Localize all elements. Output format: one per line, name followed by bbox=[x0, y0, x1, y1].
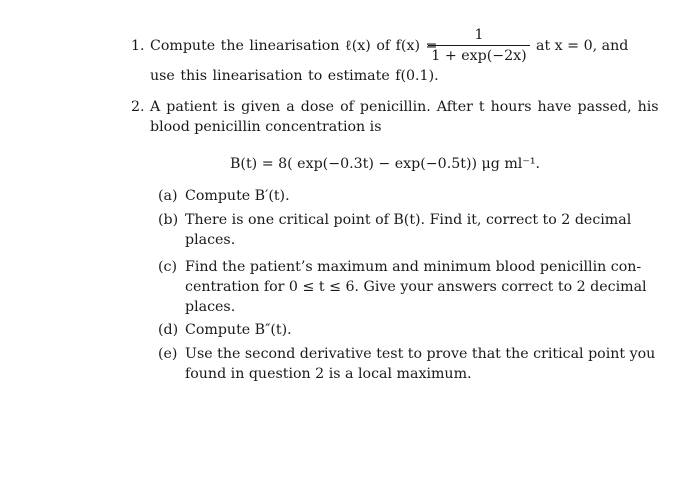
sub-question-label: (e) bbox=[158, 346, 178, 362]
fraction-denominator: 1 + exp(−2x) bbox=[431, 48, 527, 64]
sub-question-label: (d) bbox=[158, 322, 179, 338]
sub-question-text: Use the second derivative test to prove that the critical point you bbox=[185, 346, 656, 362]
question-text-line2: blood penicillin concentration is bbox=[150, 119, 382, 135]
question-text-tail: at x = 0, and bbox=[536, 38, 629, 54]
sub-question-label: (a) bbox=[158, 188, 178, 204]
fraction-numerator: 1 bbox=[428, 26, 530, 46]
sub-question-text: places. bbox=[185, 299, 236, 315]
question-number: 1. bbox=[131, 38, 145, 54]
question-number: 2. bbox=[131, 99, 145, 115]
sub-question-label: (b) bbox=[158, 212, 179, 228]
sub-question-text: centration for 0 ≤ t ≤ 6. Give your answers correct to 2 decimal bbox=[185, 279, 647, 295]
sub-question-text: Compute B″(t). bbox=[185, 322, 292, 338]
sub-question-text: There is one critical point of B(t). Find it, correct to 2 decimal bbox=[185, 212, 632, 228]
question-text: A patient is given a dose of penicillin. After t hours have passed, his bbox=[150, 99, 659, 115]
sub-question-text: Find the patient’s maximum and minimum blood penicillin con- bbox=[185, 259, 642, 275]
equation: B(t) = 8( exp(−0.3t) − exp(−0.5t)) μg ml⁻¹. bbox=[230, 156, 541, 172]
sub-question-text: Compute B′(t). bbox=[185, 188, 290, 204]
question-text-line2: use this linearisation to estimate f(0.1). bbox=[150, 68, 439, 84]
sub-question-label: (c) bbox=[158, 259, 178, 275]
sub-question-text: found in question 2 is a local maximum. bbox=[185, 366, 472, 382]
fraction bbox=[428, 26, 530, 65]
question-text: Compute the linearisation ℓ(x) of f(x) = bbox=[150, 38, 438, 54]
sub-question-text: places. bbox=[185, 232, 236, 248]
